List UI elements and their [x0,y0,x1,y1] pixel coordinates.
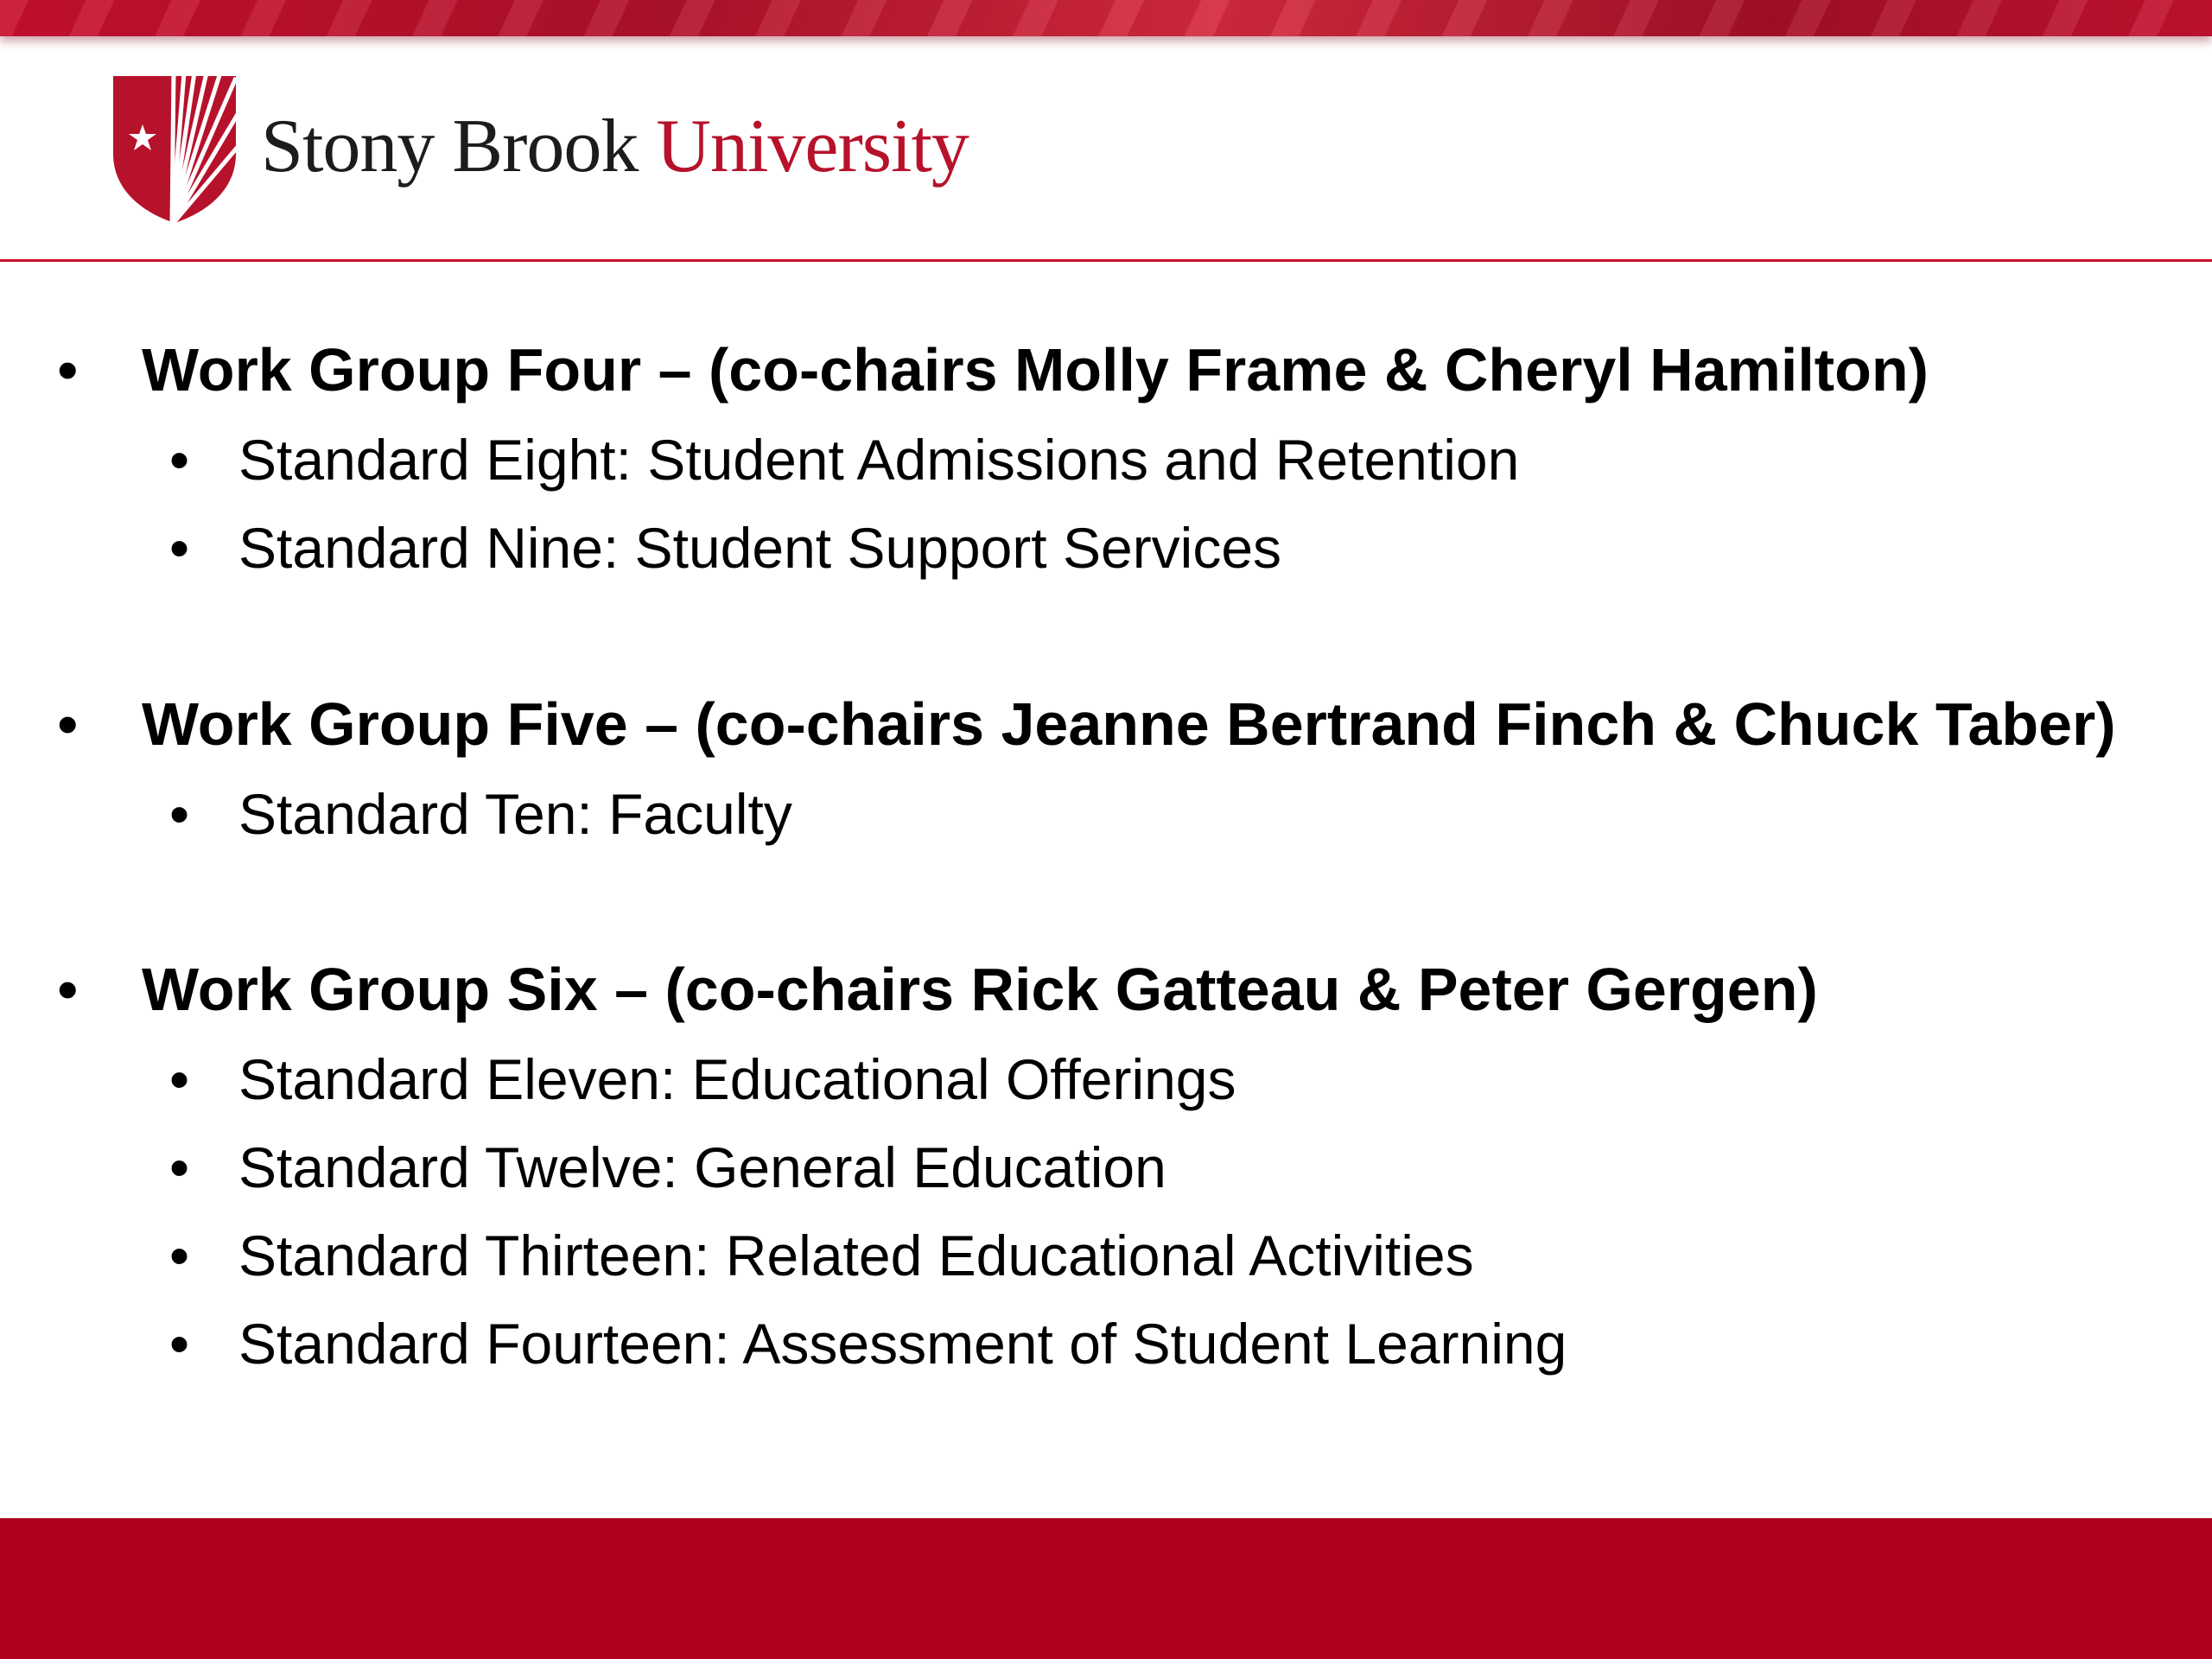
wordmark-secondary: University [656,105,969,188]
work-group-title: Work Group Five – (co-chairs Jeanne Bertrand Finch & Chuck Taber) [142,690,2116,758]
work-group-title: Work Group Six – (co-chairs Rick Gatteau & Peter Gergen) [142,956,1818,1023]
standard-label: Standard Nine: Student Support Services [238,516,1282,580]
university-logo [110,71,991,225]
shield-icon [110,71,239,225]
work-group-title: Work Group Four – (co-chairs Molly Frame & Cheryl Hamilton) [142,336,1929,404]
bullet-icon: • [169,1135,190,1199]
bullet-icon: • [169,1224,190,1287]
top-decorative-band [0,0,2212,36]
standard-label: Standard Ten: Faculty [238,782,792,846]
wordmark-primary: Stony Brook [261,105,639,188]
bullet-icon: • [57,956,79,1023]
bullet-icon: • [169,1047,190,1111]
standard-label: Standard Eleven: Educational Offerings [238,1047,1236,1111]
bullet-icon: • [57,336,79,404]
bullet-icon: • [57,690,79,758]
header-divider [0,259,2212,262]
standard-label: Standard Twelve: General Education [238,1135,1166,1199]
bullet-icon: • [169,782,190,846]
footer-decorative-band [0,1518,2212,1659]
standard-label: Standard Thirteen: Related Educational Activities [238,1224,1474,1287]
wordmark [261,104,969,190]
standard-label: Standard Fourteen: Assessment of Student Learning [238,1312,1567,1376]
standard-label: Standard Eight: Student Admissions and Retention [238,428,1520,492]
bullet-icon: • [169,516,190,580]
bullet-icon: • [169,1312,190,1376]
bullet-icon: • [169,428,190,492]
